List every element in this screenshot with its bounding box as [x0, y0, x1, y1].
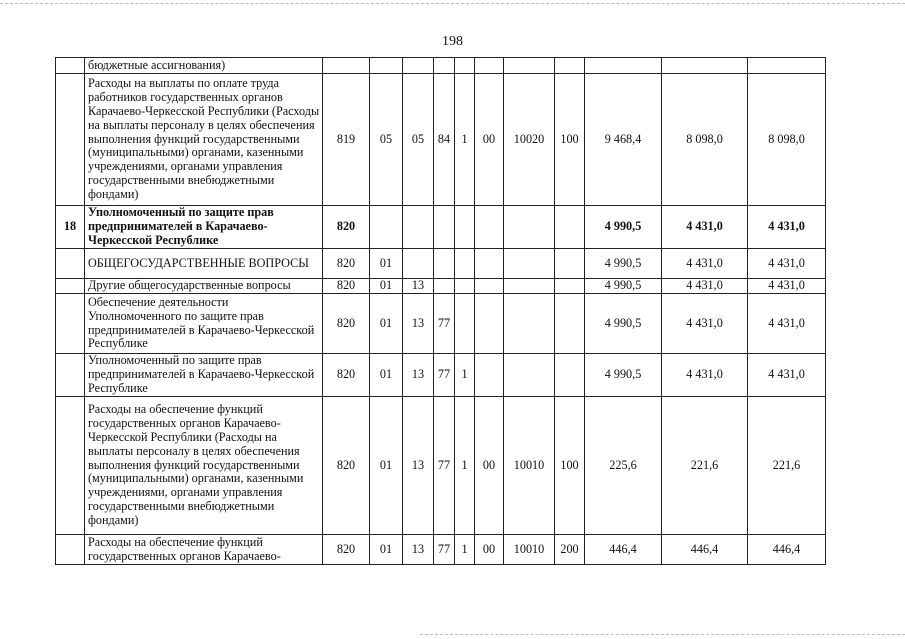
- row-number: [56, 535, 85, 565]
- row-name: Другие общегосударственные вопросы: [85, 279, 323, 294]
- table-body: [56, 58, 826, 565]
- code-activity: [475, 279, 504, 294]
- code-direction: [504, 294, 555, 354]
- table-row: [56, 397, 826, 535]
- code-program: 84: [434, 74, 455, 206]
- row-name: Расходы на выплаты по оплате труда работников государственных органов Карачаево-Черкесской Республики (Расходы на выплаты персоналу в целях обеспечения выполнения функций государственными (муниципальными) органами, казенными учреждениями, органами управления государственными внебюджетными фондами): [85, 74, 323, 206]
- code-expense-type: [555, 206, 585, 249]
- code-ved: 820: [323, 397, 370, 535]
- row-number: [56, 294, 85, 354]
- row-name: Уполномоченный по защите прав предпринимателей в Карачаево-Черкесской Республике: [85, 206, 323, 249]
- code-program: 77: [434, 354, 455, 397]
- sum-year-1: 446,4: [585, 535, 662, 565]
- code-direction: [504, 279, 555, 294]
- sum-year-2: 221,6: [662, 397, 748, 535]
- code-expense-type: 100: [555, 397, 585, 535]
- sum-year-1: 9 468,4: [585, 74, 662, 206]
- row-name: ОБЩЕГОСУДАРСТВЕННЫЕ ВОПРОСЫ: [85, 249, 323, 279]
- row-number: [56, 279, 85, 294]
- code-activity: 00: [475, 535, 504, 565]
- code-subsection: 13: [403, 279, 434, 294]
- code-activity: 00: [475, 74, 504, 206]
- sum-year-1: 4 990,5: [585, 294, 662, 354]
- row-number: [56, 74, 85, 206]
- sum-year-2: 446,4: [662, 535, 748, 565]
- code-ved: 820: [323, 354, 370, 397]
- table-row: [56, 206, 826, 249]
- table-row: [56, 535, 826, 565]
- code-section: 01: [370, 397, 403, 535]
- code-ved: 820: [323, 279, 370, 294]
- code-subsection: [403, 206, 434, 249]
- code-program: 77: [434, 294, 455, 354]
- code-expense-type: 100: [555, 74, 585, 206]
- row-number: 18: [56, 206, 85, 249]
- code-activity: [475, 354, 504, 397]
- table-row: [56, 74, 826, 206]
- sum-year-2: [662, 58, 748, 74]
- code-direction: 10010: [504, 535, 555, 565]
- code-activity: [475, 206, 504, 249]
- row-number: [56, 354, 85, 397]
- code-subsection: 13: [403, 535, 434, 565]
- sum-year-2: 4 431,0: [662, 279, 748, 294]
- code-direction: [504, 206, 555, 249]
- row-number: [56, 249, 85, 279]
- code-activity: 00: [475, 397, 504, 535]
- sum-year-2: 4 431,0: [662, 354, 748, 397]
- code-section: [370, 58, 403, 74]
- table-row: [56, 354, 826, 397]
- code-direction: [504, 249, 555, 279]
- code-ved: 820: [323, 535, 370, 565]
- code-program: [434, 279, 455, 294]
- code-ved: 819: [323, 74, 370, 206]
- code-ved: 820: [323, 206, 370, 249]
- code-section: 01: [370, 294, 403, 354]
- table-row: [56, 58, 826, 74]
- sum-year-3: 221,6: [748, 397, 826, 535]
- sum-year-3: 446,4: [748, 535, 826, 565]
- code-expense-type: [555, 58, 585, 74]
- code-subprogram: [455, 294, 475, 354]
- code-subprogram: 1: [455, 397, 475, 535]
- code-subsection: [403, 249, 434, 279]
- sum-year-2: 4 431,0: [662, 294, 748, 354]
- sum-year-3: 4 431,0: [748, 279, 826, 294]
- row-name: Расходы на обеспечение функций государственных органов Карачаево-: [85, 535, 323, 565]
- code-expense-type: [555, 249, 585, 279]
- code-subsection: [403, 58, 434, 74]
- code-subsection: 13: [403, 397, 434, 535]
- code-subprogram: [455, 206, 475, 249]
- code-subsection: 13: [403, 294, 434, 354]
- code-program: 77: [434, 397, 455, 535]
- code-program: [434, 249, 455, 279]
- code-section: 01: [370, 354, 403, 397]
- code-direction: 10020: [504, 74, 555, 206]
- code-program: [434, 206, 455, 249]
- sum-year-1: 4 990,5: [585, 249, 662, 279]
- code-subprogram: 1: [455, 354, 475, 397]
- code-section: 01: [370, 535, 403, 565]
- code-section: [370, 206, 403, 249]
- code-program: 77: [434, 535, 455, 565]
- row-name: Расходы на обеспечение функций государственных органов Карачаево-Черкесской Республики (Расходы на выплаты персоналу в целях обеспечения выполнения функций государственными (муниципальными) органами, казенными учреждениями, органами управления государственными внебюджетными фондами): [85, 397, 323, 535]
- scan-edge-bottom: [420, 634, 905, 635]
- sum-year-1: 4 990,5: [585, 354, 662, 397]
- code-subprogram: [455, 58, 475, 74]
- code-ved: 820: [323, 294, 370, 354]
- sum-year-3: [748, 58, 826, 74]
- code-section: 05: [370, 74, 403, 206]
- row-number: [56, 397, 85, 535]
- sum-year-1: 225,6: [585, 397, 662, 535]
- sum-year-1: 4 990,5: [585, 206, 662, 249]
- code-subprogram: [455, 249, 475, 279]
- code-activity: [475, 58, 504, 74]
- code-expense-type: 200: [555, 535, 585, 565]
- code-section: 01: [370, 279, 403, 294]
- code-ved: [323, 58, 370, 74]
- row-name: бюджетные ассигнования): [85, 58, 323, 74]
- scan-edge-top: [0, 3, 905, 4]
- table-row: [56, 294, 826, 354]
- row-name: Обеспечение деятельности Уполномоченного по защите прав предпринимателей в Карачаево-Черкесской Республике: [85, 294, 323, 354]
- code-direction: [504, 354, 555, 397]
- code-expense-type: [555, 279, 585, 294]
- sum-year-2: 4 431,0: [662, 249, 748, 279]
- code-activity: [475, 294, 504, 354]
- code-subprogram: [455, 279, 475, 294]
- sum-year-3: 4 431,0: [748, 206, 826, 249]
- code-subprogram: 1: [455, 535, 475, 565]
- sum-year-3: 4 431,0: [748, 249, 826, 279]
- row-number: [56, 58, 85, 74]
- code-direction: 10010: [504, 397, 555, 535]
- code-expense-type: [555, 294, 585, 354]
- table-row: [56, 249, 826, 279]
- row-name: Уполномоченный по защите прав предпринимателей в Карачаево-Черкесской Республике: [85, 354, 323, 397]
- sum-year-1: [585, 58, 662, 74]
- sum-year-3: 4 431,0: [748, 294, 826, 354]
- code-expense-type: [555, 354, 585, 397]
- code-program: [434, 58, 455, 74]
- budget-table: [55, 57, 826, 565]
- code-subsection: 13: [403, 354, 434, 397]
- sum-year-2: 4 431,0: [662, 206, 748, 249]
- code-section: 01: [370, 249, 403, 279]
- code-activity: [475, 249, 504, 279]
- table-row: [56, 279, 826, 294]
- code-subsection: 05: [403, 74, 434, 206]
- page-number: 198: [442, 34, 463, 49]
- sum-year-2: 8 098,0: [662, 74, 748, 206]
- code-subprogram: 1: [455, 74, 475, 206]
- sum-year-3: 4 431,0: [748, 354, 826, 397]
- sum-year-1: 4 990,5: [585, 279, 662, 294]
- code-ved: 820: [323, 249, 370, 279]
- code-direction: [504, 58, 555, 74]
- sum-year-3: 8 098,0: [748, 74, 826, 206]
